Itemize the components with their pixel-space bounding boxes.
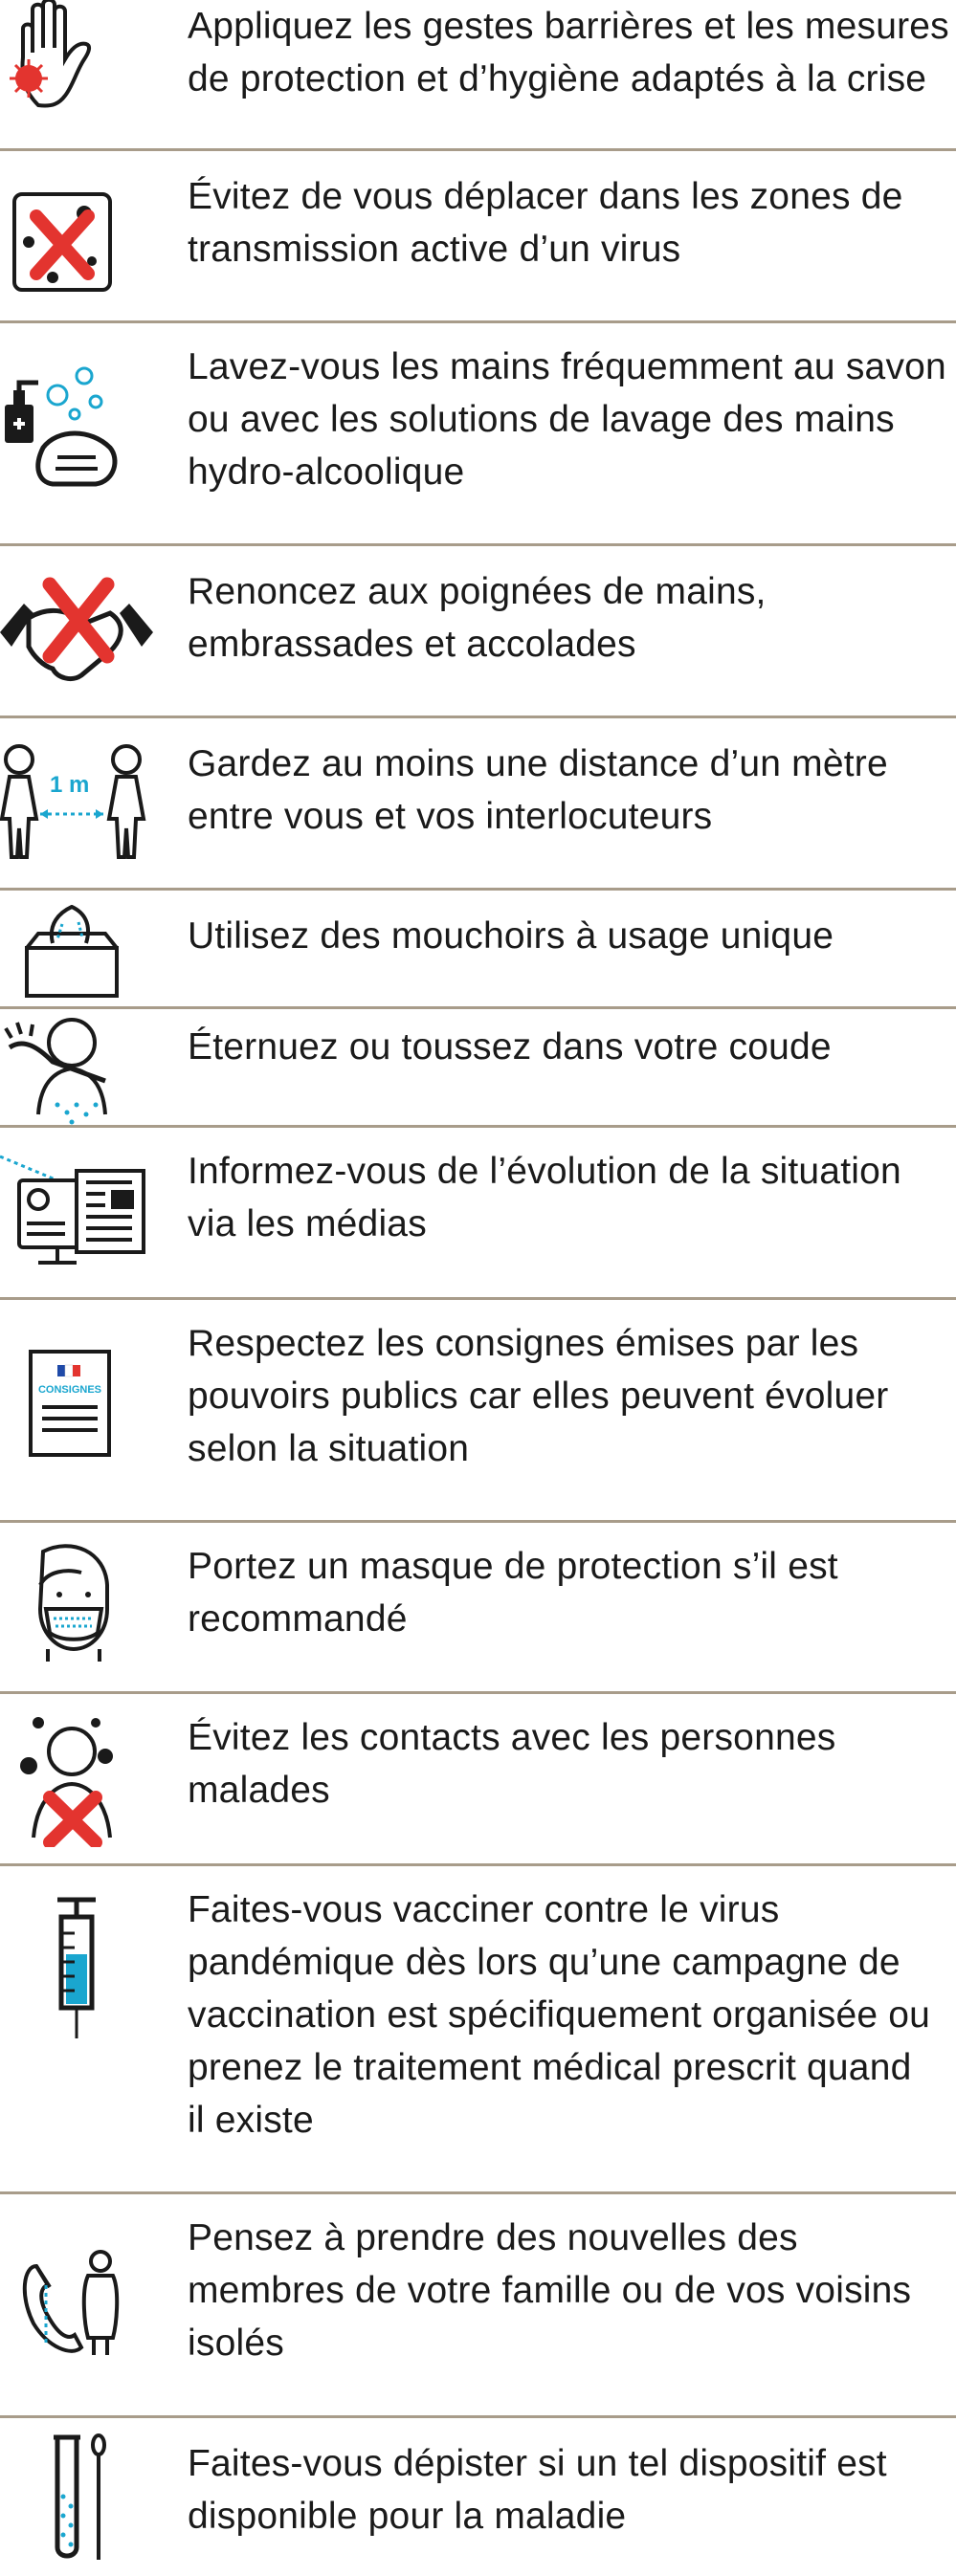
item-text: [188, 341, 953, 498]
text-line: recommandé: [188, 1598, 408, 1640]
sick-person-no-contact-icon: [0, 1704, 163, 1847]
text-line: Appliquez les gestes barrières et les mesures: [188, 6, 949, 47]
item-text: [188, 2437, 953, 2543]
text-line: Renoncez aux poignées de mains,: [188, 571, 767, 612]
text-line: Respectez les consignes émises par les: [188, 1323, 859, 1364]
list-item: [0, 1009, 956, 1128]
text-line: de protection et d’hygiène adaptés à la crise: [188, 58, 927, 99]
item-text: [188, 1540, 953, 1645]
text-line: Évitez de vous déplacer dans les zones de: [188, 176, 903, 217]
list-item: [0, 546, 956, 718]
handwashing-soap-icon: [0, 362, 163, 495]
item-text: [188, 1317, 953, 1475]
list-item: [0, 1694, 956, 1866]
text-line: Faites-vous dépister si un tel dispositif est: [188, 2443, 887, 2484]
phone-elderly-icon: [0, 2247, 163, 2362]
text-line: transmission active d’un virus: [188, 229, 681, 270]
list-item: [0, 1523, 956, 1693]
sneeze-elbow-icon: [0, 1009, 163, 1129]
media-news-icon: [0, 1152, 163, 1276]
text-line: selon la situation: [188, 1428, 470, 1469]
no-travel-virus-zone-icon: [0, 189, 163, 304]
list-item: [0, 2194, 956, 2416]
text-line: ou avec les solutions de lavage des mains: [188, 399, 895, 440]
item-text: [188, 738, 953, 843]
list-item: [0, 2418, 956, 2576]
text-line: disponible pour la maladie: [188, 2496, 627, 2537]
list-item: [0, 718, 956, 891]
face-mask-icon: [0, 1542, 163, 1666]
tissue-box-icon: [0, 905, 163, 1001]
text-line: prenez le traitement médical prescrit quand: [188, 2047, 912, 2088]
list-item: [0, 0, 956, 153]
item-text: [188, 1711, 953, 1816]
text-line: Informez-vous de l’évolution de la situation: [188, 1151, 901, 1192]
text-line: Faites-vous vacciner contre le virus: [188, 1889, 780, 1930]
syringe-icon: [0, 1895, 163, 2038]
item-text: [188, 170, 953, 275]
list-item: [0, 891, 956, 1009]
text-line: pouvoirs publics car elles peuvent évoluer: [188, 1376, 889, 1417]
item-text: [188, 565, 953, 671]
text-line: embrassades et accolades: [188, 624, 636, 665]
text-line: Lavez-vous les mains fréquemment au savon: [188, 346, 946, 387]
text-line: pandémique dès lors qu’une campagne de: [188, 1942, 900, 1983]
text-line: Pensez à prendre des nouvelles des: [188, 2217, 798, 2258]
item-text: [188, 2212, 953, 2369]
item-text: [188, 1021, 953, 1073]
text-line: via les médias: [188, 1203, 427, 1244]
text-line: entre vous et vos interlocuteurs: [188, 796, 713, 837]
item-text: [188, 1145, 953, 1250]
consignes-document-icon: [0, 1350, 163, 1464]
distance-1m-icon: [0, 742, 163, 867]
text-line: Éternuez ou toussez dans votre coude: [188, 1026, 832, 1068]
item-text: [188, 0, 953, 105]
text-line: Gardez au moins une distance d’un mètre: [188, 743, 888, 784]
list-item: [0, 151, 956, 323]
text-line: Évitez les contacts avec les personnes: [188, 1717, 836, 1758]
text-line: hydro-alcoolique: [188, 451, 465, 493]
distance-label: 1 m: [50, 772, 90, 798]
text-line: Portez un masque de protection s’il est: [188, 1546, 838, 1587]
item-text: [188, 910, 953, 962]
list-item: [0, 1300, 956, 1522]
test-tube-swab-icon: [0, 2430, 163, 2573]
no-handshake-icon: [0, 575, 163, 690]
item-text: [188, 1883, 953, 2147]
list-item: [0, 323, 956, 543]
text-line: il existe: [188, 2100, 314, 2141]
text-line: membres de votre famille ou de vos voisins: [188, 2270, 912, 2311]
doc-label: CONSIGNES: [37, 1384, 102, 1396]
text-line: malades: [188, 1770, 330, 1811]
text-line: isolés: [188, 2323, 284, 2364]
list-item: [0, 1128, 956, 1298]
text-line: vaccination est spécifiquement organisée ou: [188, 1994, 931, 2036]
text-line: Utilisez des mouchoirs à usage unique: [188, 915, 834, 957]
hand-virus-icon: [0, 0, 163, 115]
list-item: [0, 1866, 956, 2197]
